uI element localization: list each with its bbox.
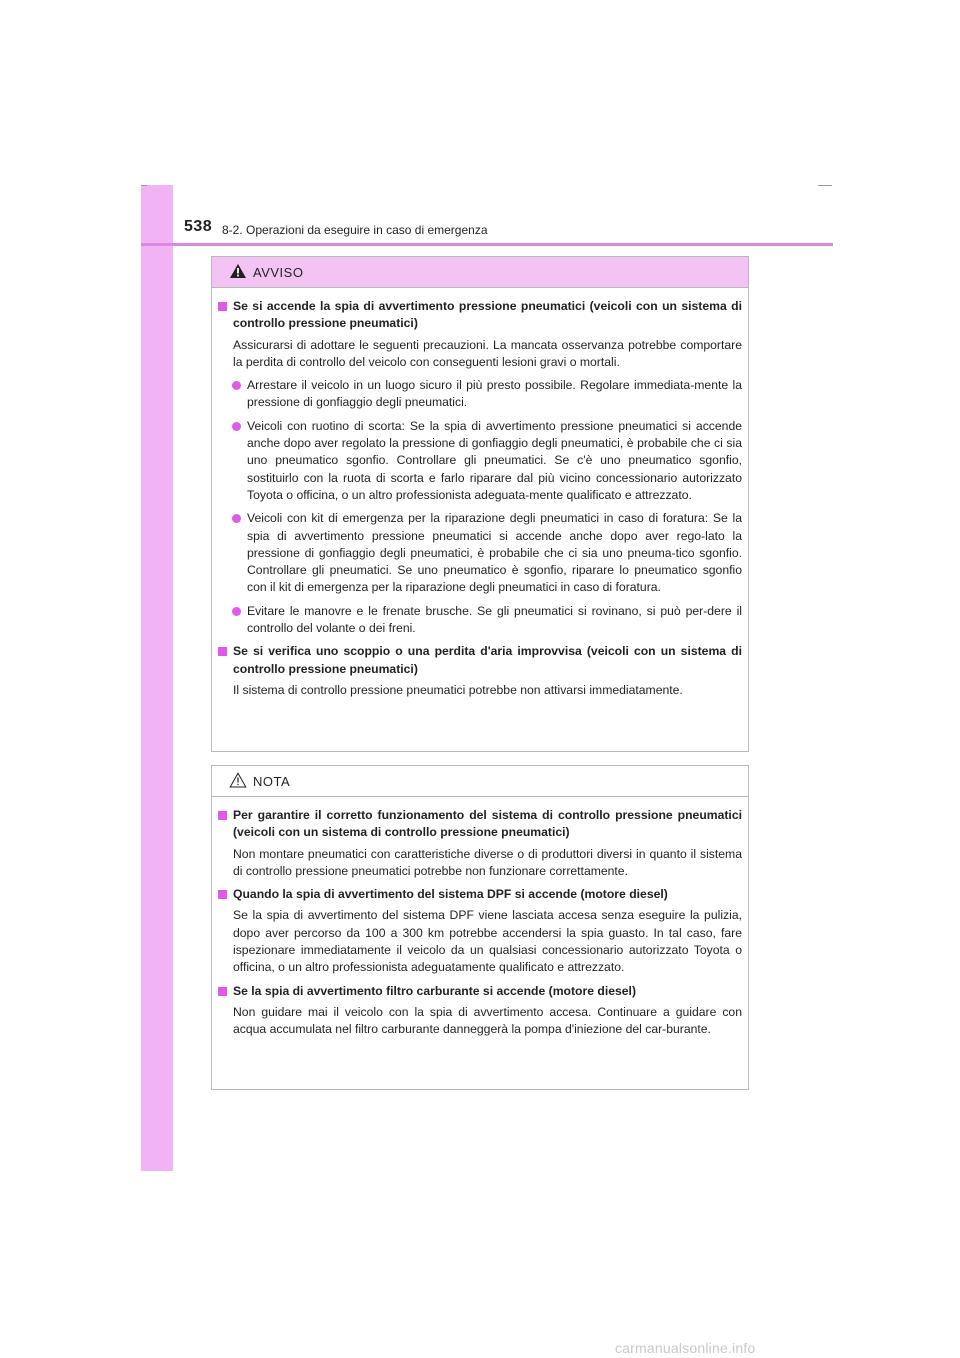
side-tab-strip [141, 185, 173, 1171]
nota-block-2-heading: Quando la spia di avvertimento del sistema DPF si accende (motore diesel) [233, 887, 668, 902]
avviso-block-1-paragraph: Assicurarsi di adottare le seguenti precauzioni. La mancata osservanza potrebbe comportare la perdita di controllo del veicolo con conseguenti lesioni gravi o mortali. [233, 337, 742, 369]
round-bullet-icon [232, 422, 241, 431]
nota-block-1-paragraph: Non montare pneumatici con caratteristiche diverse o di produttori diversi in quanto il sistema di controllo pressione pneumatici potrebbe non funzionare correttamente. [233, 846, 742, 878]
avviso-panel [211, 256, 749, 752]
square-bullet-icon [218, 811, 227, 820]
round-bullet-icon [232, 607, 241, 616]
crop-mark-left [141, 185, 147, 186]
avviso-block-1 [217, 298, 742, 637]
avviso-block-2 [217, 643, 742, 699]
nota-block-1-heading: Per garantire il corretto funzionamento del sistema di controllo pressione pneumatici (veicoli con un sistema di controllo pressione pneumatici) [233, 808, 742, 840]
nota-block-2-paragraph: Se la spia di avvertimento del sistema DPF viene lasciata accesa senza eseguire la pulizia, dopo aver percorso da 100 a 300 km potrebbe accendersi la spia guasto. In tal caso, fare ispezionare immediatamente il veicolo da un qualsiasi concessionario autorizzato Toyota o officina, o un altro professionista adeguatamente qualificato e attrezzato. [233, 908, 742, 975]
avviso-bullet-1: Arrestare il veicolo in un luogo sicuro il più presto possibile. Regolare immediata-mente la pressione di gonfiaggio degli pneumatici. [247, 378, 742, 410]
avviso-bullet-4: Evitare le manovre e le frenate brusche. Se gli pneumatici si rovinano, si può per-dere il controllo del volante o dei freni. [247, 603, 742, 636]
avviso-header [212, 257, 748, 288]
header-rule [141, 243, 833, 246]
avviso-block-2-paragraph: Il sistema di controllo pressione pneumatici potrebbe non attivarsi immediatamente. [233, 682, 683, 697]
crop-mark-right [818, 185, 832, 186]
nota-block-1 [217, 807, 742, 880]
square-bullet-icon [218, 890, 227, 899]
avviso-bullet-3: Veicoli con kit di emergenza per la riparazione degli pneumatici in caso di foratura: Se la spia di avvertimento pressione pneumatici si accende anche dopo aver rego-lato la pressione di gonfiaggio degli pneumatici, è probabile che ci sia uno pneuma-tico sgonfio. Controllare gli pneumatici. Se uno pneumatico è sgonfio, riparare lo pneumatico sgonfio con il kit di emergenza per la riparazione degli pneumatici in caso di foratura. [247, 511, 742, 595]
square-bullet-icon [218, 302, 227, 311]
avviso-block-2-heading: Se si verifica uno scoppio o una perdita d'aria improvvisa (veicoli con un sistema di controllo pressione pneumatici) [233, 644, 742, 676]
nota-block-3-heading: Se la spia di avvertimento filtro carburante si accende (motore diesel) [233, 983, 636, 998]
nota-header [212, 766, 748, 797]
square-bullet-icon [218, 647, 227, 656]
page-number: 538 [184, 218, 213, 235]
nota-block-2 [217, 886, 742, 976]
round-bullet-icon [232, 381, 241, 390]
section-title: 8-2. Operazioni da eseguire in caso di emergenza [222, 223, 488, 237]
avviso-block-1-heading: Se si accende la spia di avvertimento pressione pneumatici (veicoli con un sistema di controllo pressione pneumatici) [233, 299, 742, 331]
watermark: carmanualsonline.info [615, 1340, 756, 1356]
nota-block-3 [217, 983, 742, 1039]
avviso-label: AVVISO [253, 265, 304, 280]
nota-body [212, 797, 748, 1039]
square-bullet-icon [218, 987, 227, 996]
warning-triangle-outline-icon [229, 772, 247, 788]
round-bullet-icon [232, 514, 241, 523]
avviso-body [212, 288, 748, 699]
nota-panel [211, 765, 749, 1090]
avviso-bullet-2: Veicoli con ruotino di scorta: Se la spia di avvertimento pressione pneumatici si accende anche dopo aver regolato la pressione di gonfiaggio degli pneumatici, è probabile che ci sia uno pneumatico sgonfio. Controllare gli pneumatici. Se c'è uno pneumatico sgonfio, sostituirlo con la ruota di scorta e farlo riparare dal più vicino concessionario autorizzato Toyota o officina, o un altro professionista adeguata-mente qualificato e attrezzato. [247, 418, 742, 502]
nota-block-3-paragraph: Non guidare mai il veicolo con la spia di avvertimento accesa. Continuare a guidare con acqua accumulata nel filtro carburante danneggerà la pompa d'iniezione del car-burante. [233, 1004, 742, 1037]
nota-label: NOTA [253, 774, 291, 789]
warning-triangle-filled-icon [229, 263, 247, 279]
